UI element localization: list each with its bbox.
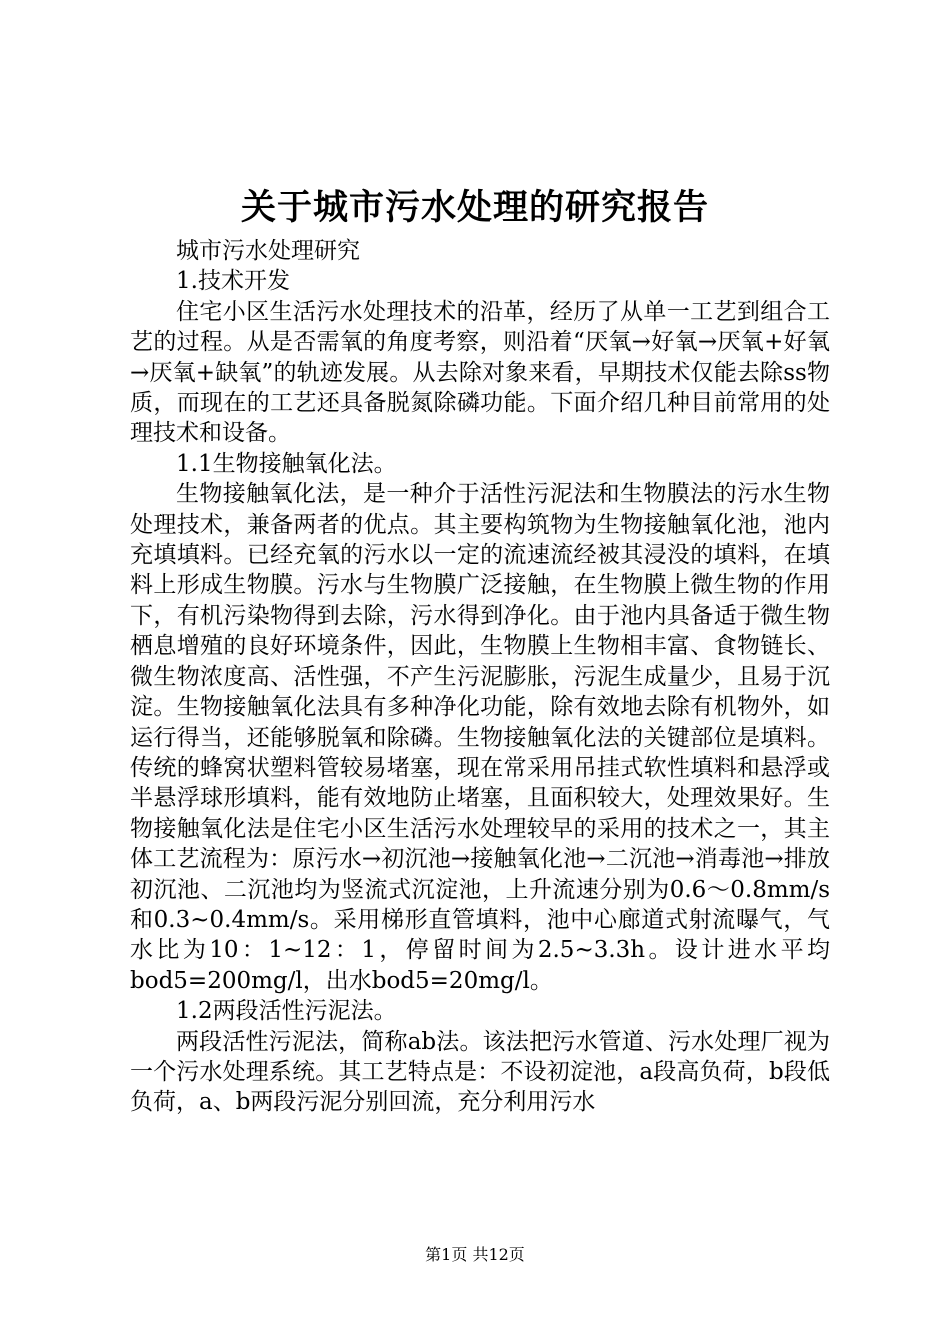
document-body (130, 236, 830, 1118)
paragraph-intro: 住宅小区生活污水处理技术的沿革，经历了从单一工艺到组合工艺的过程。从是否需氧的角度考察，则沿着“厌氧→好氧→厌氧+好氧→厌氧+缺氧”的轨迹发展。从去除对象来看，早期技术仅能去除ss物质，而现在的工艺还具备脱氮除磷功能。下面介绍几种目前常用的处理技术和设备。 (130, 298, 830, 447)
paragraph-ab-method: 两段活性污泥法，简称ab法。该法把污水管道、污水处理厂视为一个污水处理系统。其工艺特点是：不设初淀池，a段高负荷，b段低负荷，a、b两段污泥分别回流，充分利用污水 (130, 1028, 830, 1116)
section-subtitle: 城市污水处理研究 (176, 238, 360, 264)
section-heading-1-1: 1.1生物接触氧化法。 (176, 450, 397, 477)
paragraph-contact-oxidation: 生物接触氧化法，是一种介于活性污泥法和生物膜法的污水生物处理技术，兼备两者的优点。其主要构筑物为生物接触氧化池，池内充填填料。已经充氧的污水以一定的流速流经被其浸没的填料，在填料上形成生物膜。污水与生物膜广泛接触，在生物膜上微生物的作用下，有机污染物得到去除，污水得到净化。由于池内具备适于微生物栖息增殖的良好环境条件，因此，生物膜上生物相丰富、食物链长、微生物浓度高、活性强，不产生污泥膨胀，污泥生成量少，且易于沉淀。生物接触氧化法具有多种净化功能，除有效地去除有机物外，如运行得当，还能够脱氧和除磷。生物接触氧化法的关键部位是填料。传统的蜂窝状塑料管较易堵塞，现在常采用吊挂式软性填料和悬浮或半悬浮球形填料，能有效地防止堵塞，且面积较大，处理效果好。生物接触氧化法是住宅小区生活污水处理较早的采用的技术之一，其主体工艺流程为：原污水→初沉池→接触氧化池→二沉池→消毒池→排放初沉池、二沉池均为竖流式沉淀池，上升流速分别为0.6～0.8mm/s和0.3~0.4mm/s。采用梯形直管填料，池中心廊道式射流曝气，气水比为10：1~12：1，停留时间为2.5~3.3h。设计进水平均bod5=200mg/l，出水bod5=20mg/l。 (130, 481, 830, 994)
section-heading-1-2: 1.2两段活性污泥法。 (176, 998, 397, 1025)
document-title: 关于城市污水处理的研究报告 (240, 187, 709, 228)
page-footer: 第1页 共12页 (425, 1245, 525, 1264)
section-heading-1: 1.技术开发 (176, 268, 290, 295)
